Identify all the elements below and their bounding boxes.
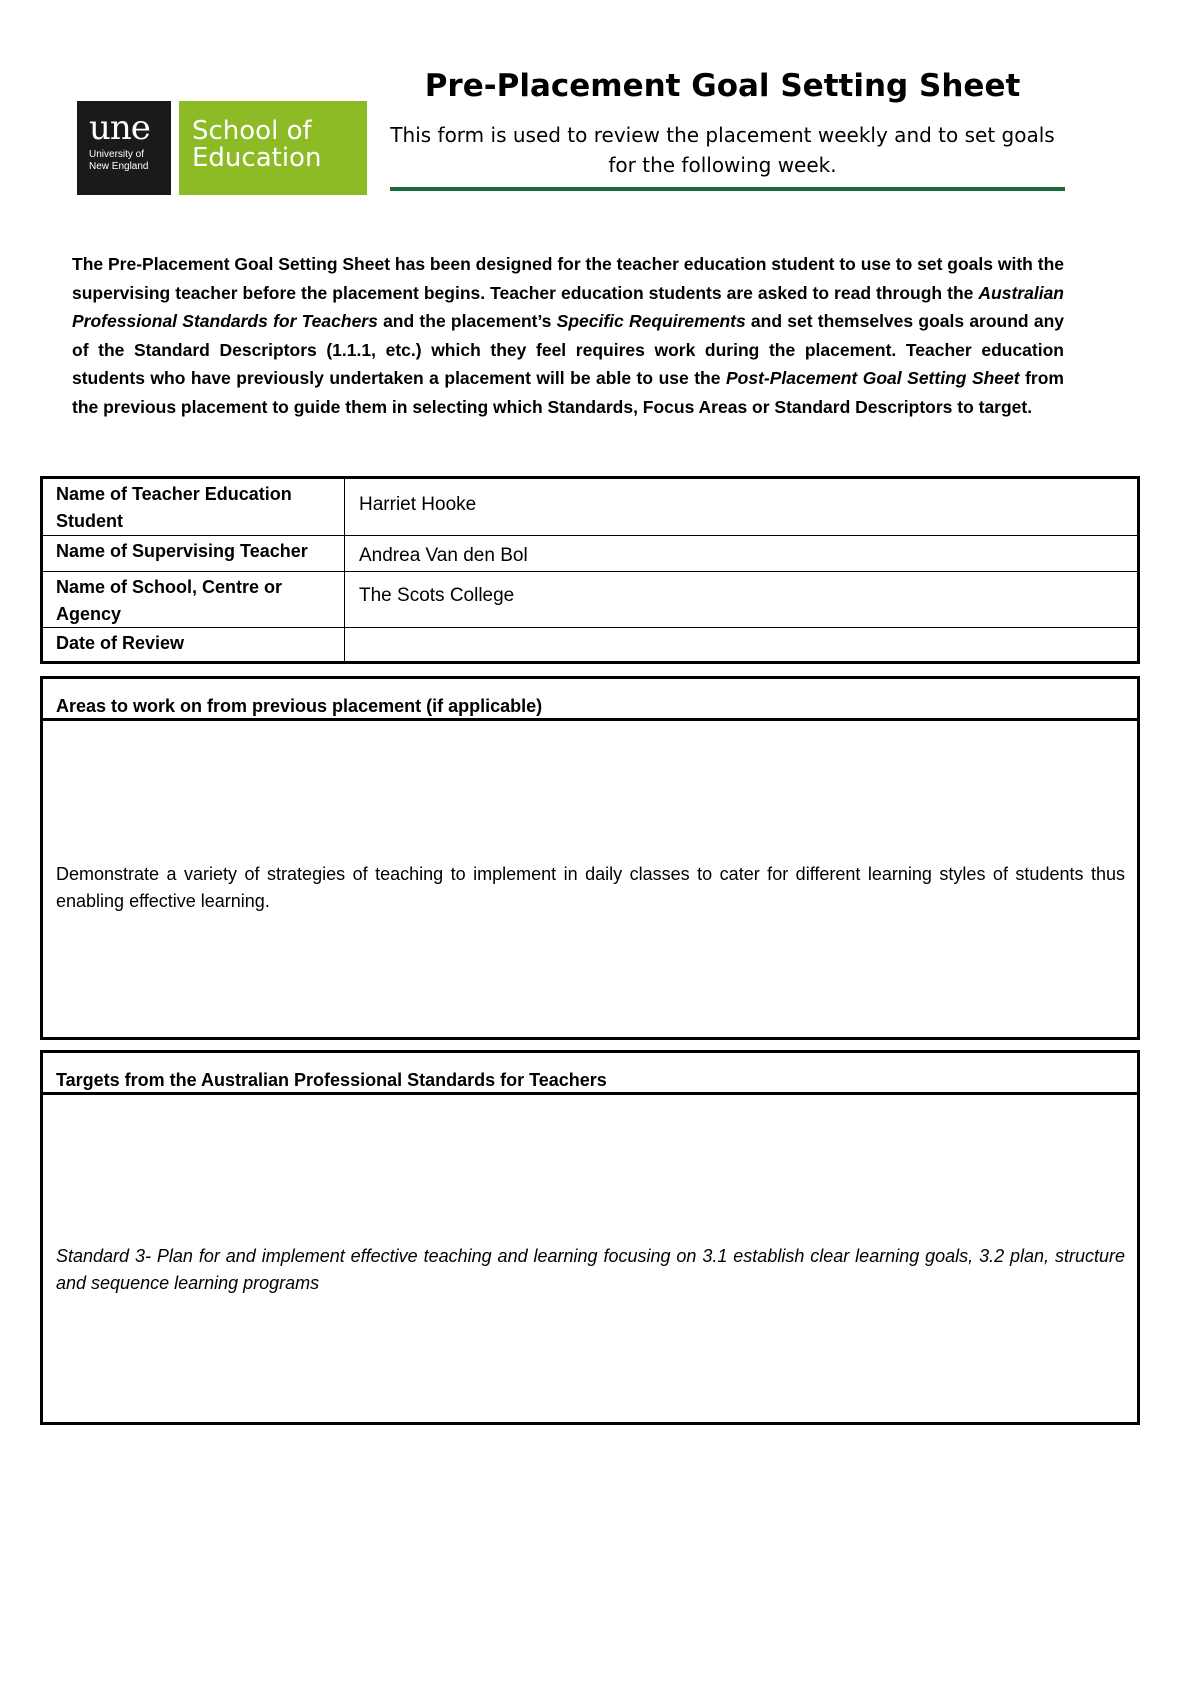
previous-placement-content[interactable]: Demonstrate a variety of strategies of teaching to implement in daily classes to cater for different learning styles of students thus enabling effective learning. <box>56 864 1125 911</box>
supervising-teacher-value[interactable]: Andrea Van den Bol <box>359 545 528 566</box>
logo-une-text: une <box>89 108 150 148</box>
previous-placement-section <box>40 676 1140 1040</box>
school-of-education-mark <box>179 101 367 195</box>
school-value[interactable]: The Scots College <box>359 585 515 606</box>
school-label: Name of School, Centre or Agency <box>43 572 345 627</box>
school-row <box>43 572 1137 628</box>
supervising-teacher-row <box>43 536 1137 572</box>
intro-paragraph: The Pre-Placement Goal Setting Sheet has been designed for the teacher education student to use to set goals with the supervising teacher before the placement begins. Teacher education students are asked to read through the Australian Professional Standards for Teachers and the placement’s Specific Requirements and set themselves goals around any of the Standard Descriptors (1.1.1, etc.) which they feel requires work during the placement. Teacher education students who have previously undertaken a placement will be able to use the Post-Placement Goal Setting Sheet from the previous placement to guide them in selecting which Standards, Focus Areas or Standard Descriptors to target. <box>72 254 1065 417</box>
date-of-review-row <box>43 628 1137 661</box>
une-logo-mark <box>77 101 171 195</box>
previous-placement-heading: Areas to work on from previous placement (if applicable) <box>43 679 1137 721</box>
student-name-label: Name of Teacher Education Student <box>43 479 345 535</box>
targets-heading: Targets from the Australian Professional Standards for Teachers <box>43 1053 1137 1095</box>
logo-school-line2: Education <box>192 143 322 173</box>
logo-school-line1: School of <box>192 116 312 146</box>
student-name-row <box>43 479 1137 536</box>
page-title: Pre-Placement Goal Setting Sheet <box>424 68 1021 104</box>
title-divider <box>390 187 1065 191</box>
page-subtitle: This form is used to review the placement weekly and to set goals for the following week. <box>390 123 1055 177</box>
student-name-value[interactable]: Harriet Hooke <box>359 494 477 515</box>
date-of-review-label: Date of Review <box>43 628 345 661</box>
targets-content[interactable]: Standard 3- Plan for and implement effective teaching and learning focusing on 3.1 establish clear learning goals, 3.2 plan, structure and sequence learning programs <box>56 1246 1125 1293</box>
une-logo <box>77 101 367 195</box>
targets-section <box>40 1050 1140 1425</box>
supervising-teacher-label: Name of Supervising Teacher <box>43 536 345 571</box>
logo-university-name: University of New England <box>89 149 149 172</box>
student-info-table <box>40 476 1140 664</box>
